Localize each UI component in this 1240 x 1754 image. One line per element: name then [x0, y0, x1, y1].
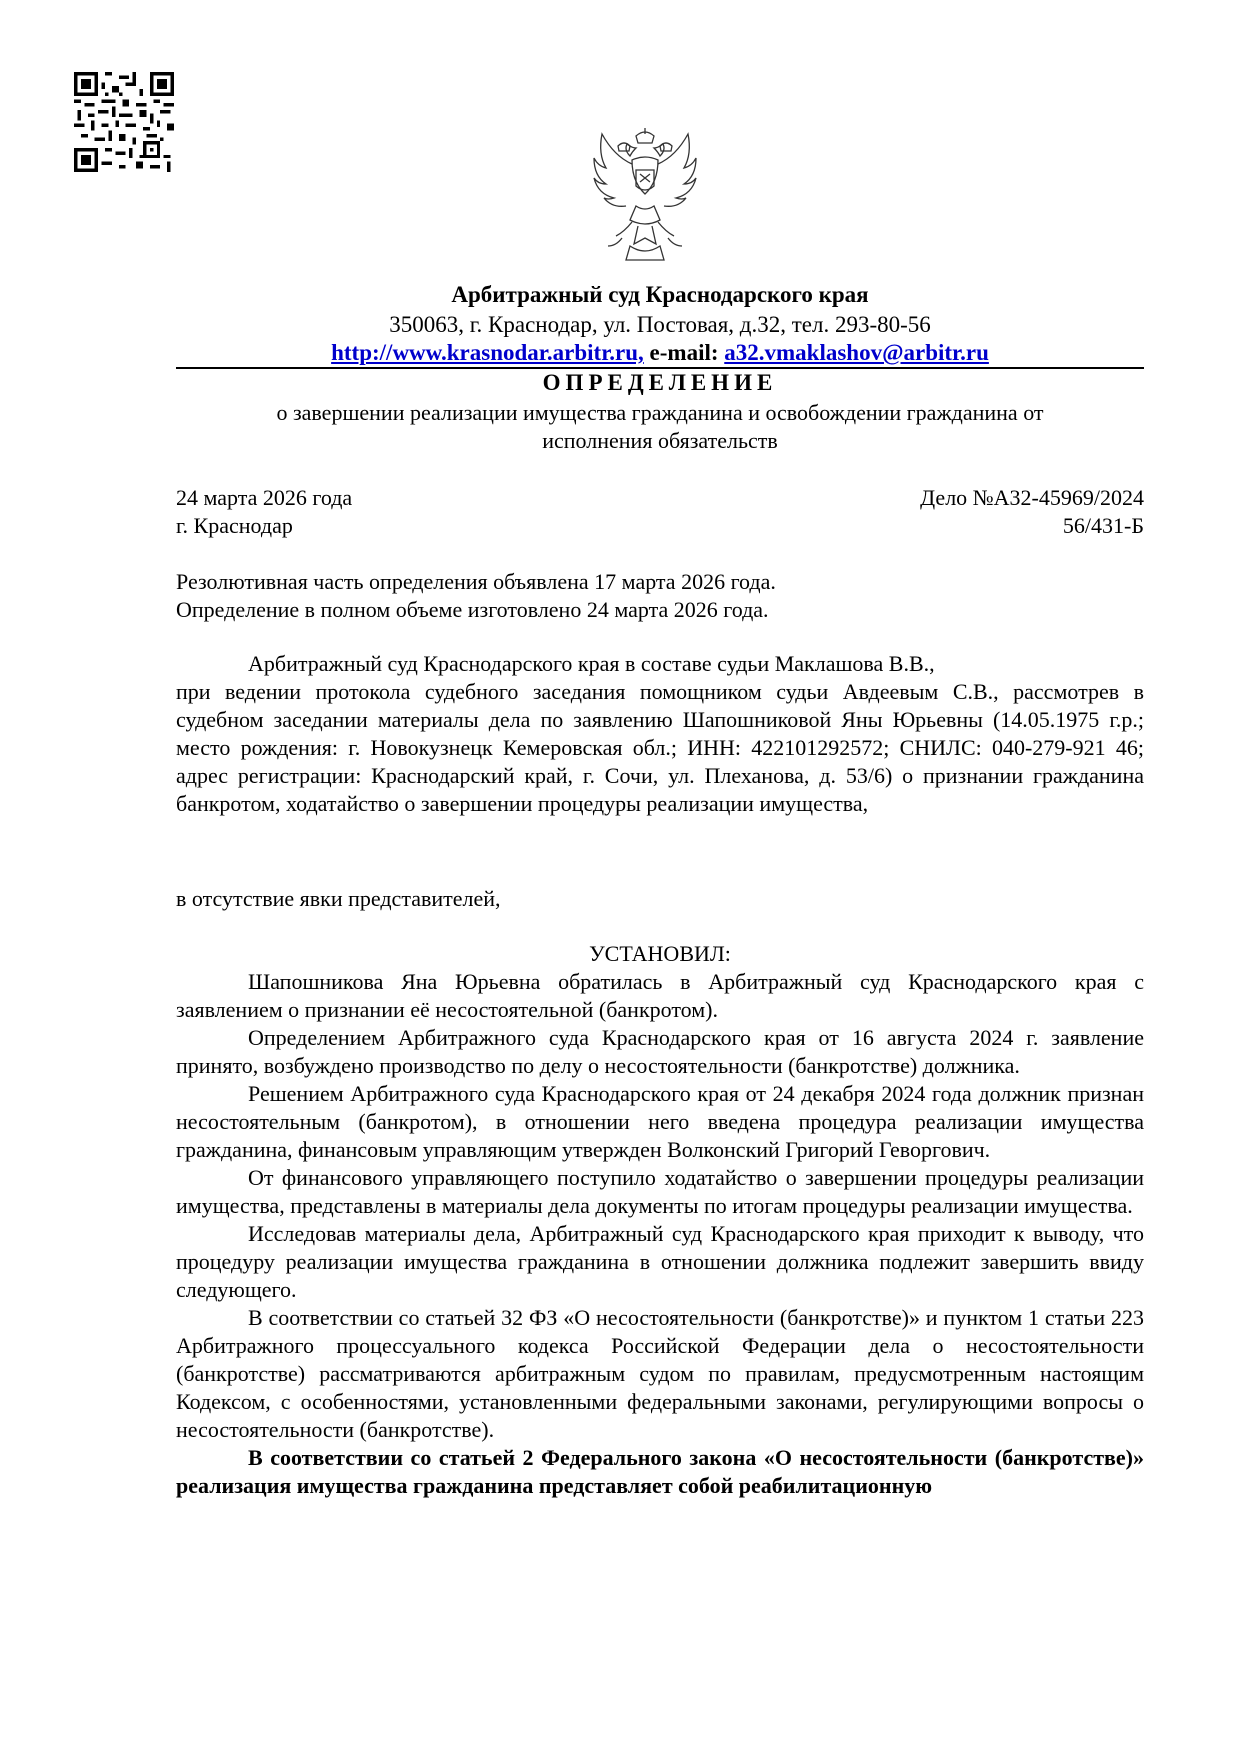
document-type: ОПРЕДЕЛЕНИЕ [542, 370, 778, 395]
paragraph-3: Решением Арбитражного суда Краснодарского края от 24 декабря 2024 года должник признан несостоятельным (банкротом), в отношении него введена процедура реализации имущества гражданина, финансовым управляющим утвержден Волконский Григорий Геворгович. [176, 1081, 1144, 1162]
announcement-block [176, 568, 1144, 624]
date-place [176, 484, 352, 540]
announcement-line-2: Определение в полном объеме изготовлено 24 марта 2026 года. [176, 597, 769, 622]
intro-body: при ведении протокола судебного заседания помощником судьи Авдеевым С.В., рассмотрев в судебном заседании материалы дела по заявлению Шапошниковой Яны Юрьевны (14.05.1975 г.р.; место рождения: г. Новокузнецк Кемеровская обл.; ИНН: 422101292572; СНИЛС: 040-279-921 46; адрес регистрации: Краснодарский край, г. Сочи, ул. Плеханова, д. 53/6) о признании гражданина банкротом, ходатайство о завершении процедуры реализации имущества, [176, 679, 1144, 816]
email-label: e-mail: [643, 340, 725, 365]
case-number: Дело №А32-45969/2024 [920, 485, 1144, 510]
qr-code [74, 72, 174, 172]
established-body [176, 968, 1144, 1500]
court-contacts [176, 338, 1144, 368]
document-subject [210, 399, 1110, 455]
attendance-text: в отсутствие явки представителей, [176, 886, 501, 911]
court-address: 350063, г. Краснодар, ул. Постовая, д.32, тел. 293-80-56 [389, 312, 931, 337]
subject-line-2: исполнения обязательств [542, 428, 778, 453]
paragraph-1: Шапошникова Яна Юрьевна обратилась в Арбитражный суд Краснодарского края с заявлением о признании её несостоятельной (банкротом). [176, 969, 1144, 1022]
established-title: УСТАНОВИЛ: [589, 941, 731, 966]
subject-line-1: о завершении реализации имущества гражданина и освобождении гражданина от [276, 400, 1044, 425]
paragraph-6: В соответствии со статьей 32 ФЗ «О несостоятельности (банкротстве)» и пунктом 1 статьи 223 Арбитражного процессуального кодекса Российской Федерации дела о несостоятельности (банкротстве) рассматриваются арбитражным судом по правилам, предусмотренным настоящим Кодексом, с особенностями, установленными федеральными законами, регулирующими вопросы о несостоятельности (банкротстве). [176, 1305, 1144, 1442]
paragraph-2: Определением Арбитражного суда Краснодарского края от 16 августа 2024 г. заявление принято, возбуждено производство по делу о несостоятельности (банкротстве) должника. [176, 1025, 1144, 1078]
document-date: 24 марта 2026 года [176, 485, 353, 510]
case-info [800, 484, 1144, 540]
coat-of-arms-emblem [592, 126, 698, 266]
intro-block [176, 650, 1144, 818]
document-city: г. Краснодар [176, 513, 293, 538]
email-link[interactable]: a32.vmaklashov@arbitr.ru [724, 340, 989, 365]
attendance-block [176, 885, 1144, 913]
paragraph-7: В соответствии со статьей 2 Федерального закона «О несостоятельности (банкротстве)» реализация имущества гражданина представляет собой реабилитационную [176, 1445, 1144, 1498]
paragraph-5: Исследовав материалы дела, Арбитражный суд Краснодарского края приходит к выводу, что процедуру реализации имущества гражданина в отношении должника подлежит завершить ввиду следующего. [176, 1221, 1144, 1302]
court-name: Арбитражный суд Краснодарского края [451, 282, 869, 307]
case-sub-number: 56/431-Б [1062, 513, 1144, 538]
paragraph-4: От финансового управляющего поступило ходатайство о завершении процедуры реализации имущества, представлены в материалы дела документы по итогам процедуры реализации имущества. [176, 1165, 1144, 1218]
announcement-line-1: Резолютивная часть определения объявлена 17 марта 2026 года. [176, 569, 776, 594]
intro-first-line: Арбитражный суд Краснодарского края в составе судьи Маклашова В.В., [248, 651, 935, 676]
website-link[interactable]: http://www.krasnodar.arbitr.ru, [331, 340, 644, 365]
